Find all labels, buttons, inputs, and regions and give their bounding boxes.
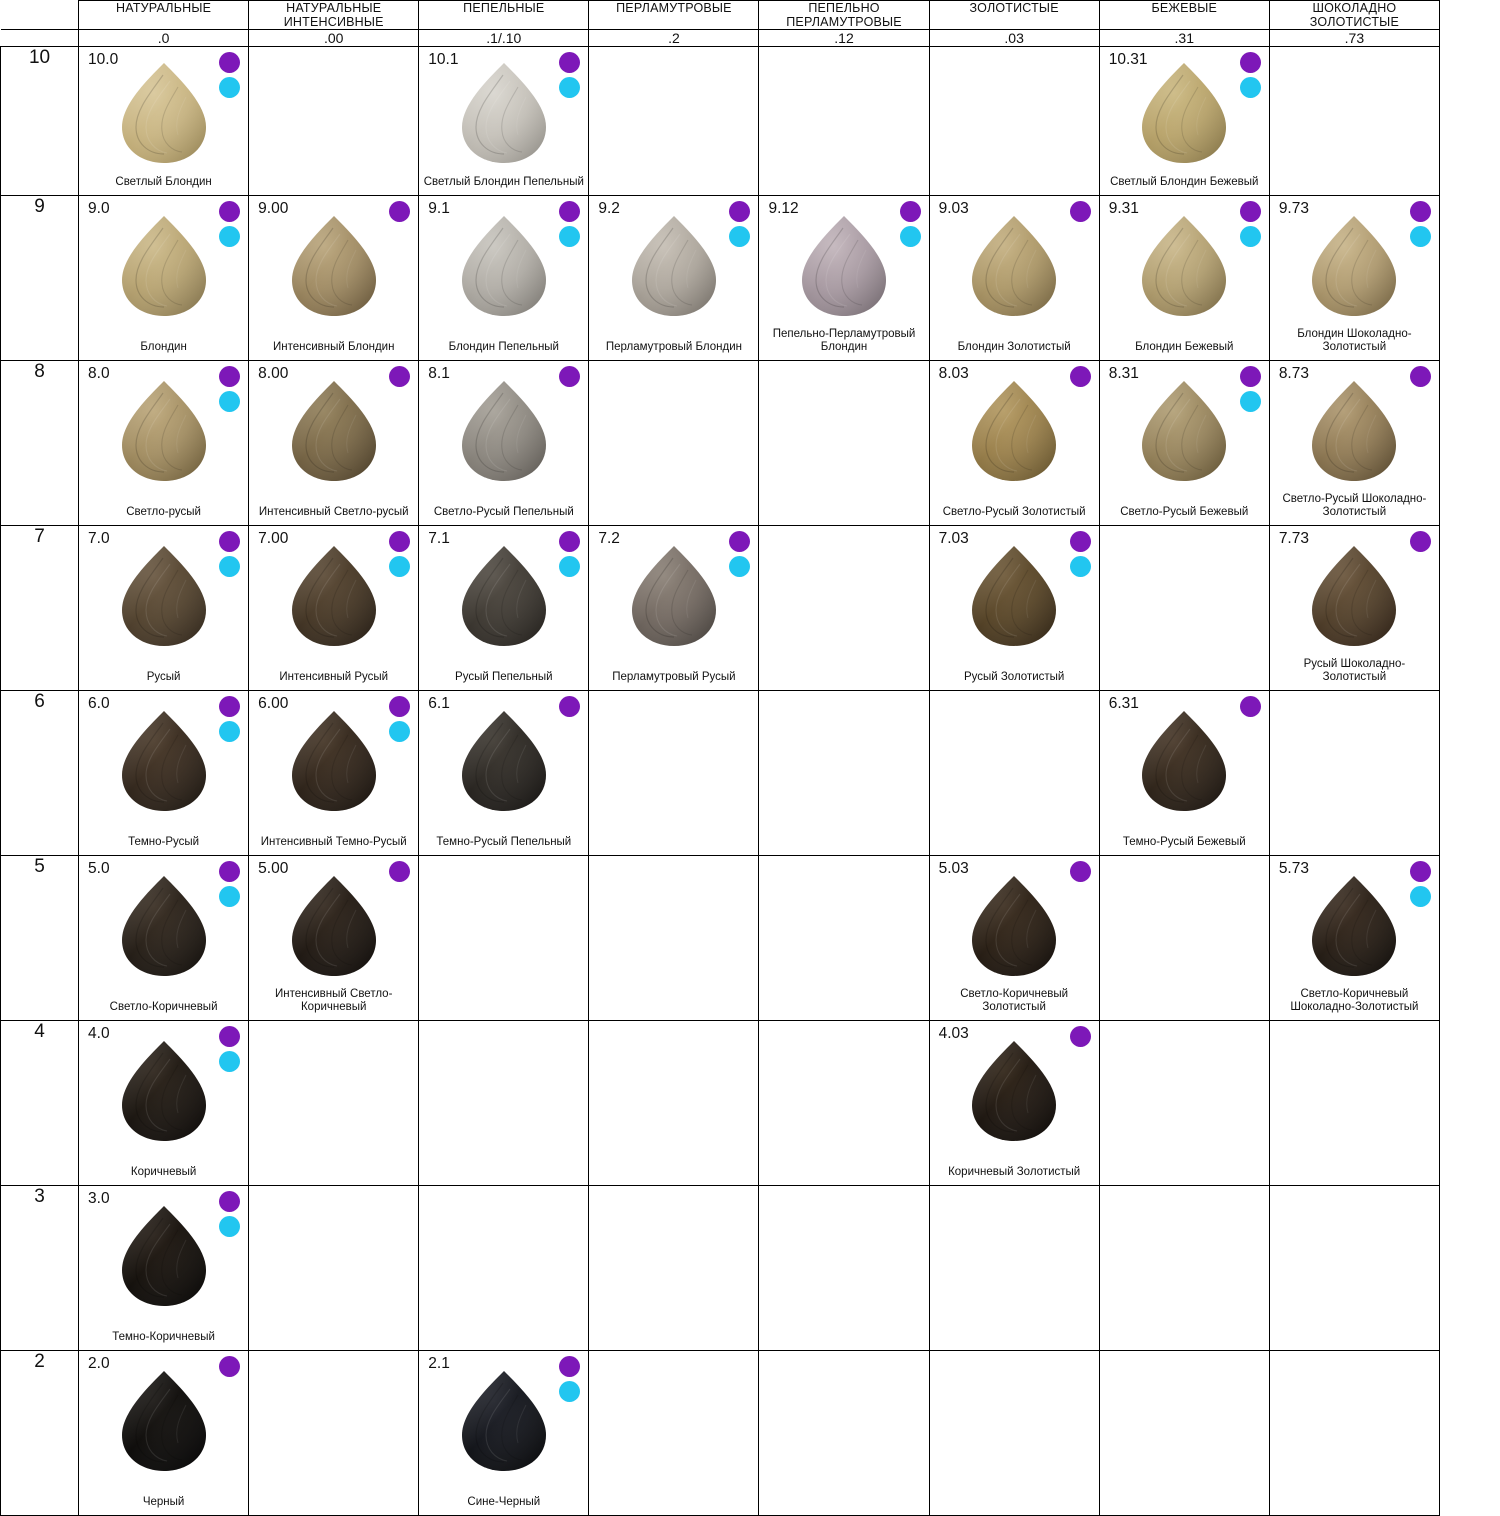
shade-name: Светло-Русый Пепельный bbox=[433, 506, 574, 518]
swatch-cell-empty bbox=[759, 856, 929, 1021]
swatch-cell[interactable] bbox=[1099, 196, 1269, 361]
family-name-2: ПЕПЕЛЬНЫЕ bbox=[419, 1, 589, 30]
family-code-5: .03 bbox=[929, 30, 1099, 47]
hair-swatch bbox=[79, 1204, 248, 1308]
swatch-cell[interactable] bbox=[249, 526, 419, 691]
swatch-cell[interactable] bbox=[1269, 856, 1439, 1021]
swatch-cell[interactable] bbox=[249, 196, 419, 361]
swatch-cell-empty bbox=[1269, 1186, 1439, 1351]
swatch-cell-empty bbox=[589, 1351, 759, 1516]
swatch-cell-empty bbox=[929, 1351, 1099, 1516]
shade-name: Блондин Бежевый bbox=[1135, 341, 1234, 353]
shade-name: Русый bbox=[146, 671, 181, 683]
shade-name: Перламутровый Русый bbox=[612, 671, 736, 683]
hair-swatch bbox=[79, 544, 248, 648]
shade-name: Блондин Шоколадно-Золотистый bbox=[1297, 328, 1412, 353]
swatch-cell[interactable] bbox=[79, 856, 249, 1021]
shade-name: Русый Золотистый bbox=[963, 671, 1065, 683]
hair-swatch bbox=[1100, 61, 1269, 165]
swatch-cell-empty bbox=[759, 1351, 929, 1516]
shade-name: Блондин Пепельный bbox=[448, 341, 559, 353]
swatch-cell-empty bbox=[1099, 856, 1269, 1021]
swatch-cell[interactable] bbox=[929, 361, 1099, 526]
hair-swatch bbox=[419, 544, 588, 648]
hair-swatch bbox=[249, 379, 418, 483]
hair-swatch bbox=[930, 214, 1099, 318]
shade-code: 4.03 bbox=[938, 1025, 969, 1042]
shade-name: Перламутровый Блондин bbox=[605, 341, 742, 353]
shade-code: 6.1 bbox=[428, 695, 450, 712]
swatch-cell-empty bbox=[759, 691, 929, 856]
hair-swatch bbox=[249, 709, 418, 813]
swatch-cell[interactable] bbox=[79, 1021, 249, 1186]
family-name-7: ШОКОЛАДНО ЗОЛОТИСТЫЕ bbox=[1269, 1, 1439, 30]
swatch-cell-empty bbox=[759, 47, 929, 196]
swatch-cell-empty bbox=[589, 1186, 759, 1351]
swatch-cell[interactable] bbox=[589, 526, 759, 691]
hair-swatch bbox=[1270, 544, 1439, 648]
swatch-cell[interactable] bbox=[1269, 526, 1439, 691]
shade-name: Светло-Коричневый Шоколадно-Золотистый bbox=[1290, 988, 1419, 1013]
corner-cell-top bbox=[1, 1, 79, 30]
swatch-cell[interactable] bbox=[1099, 47, 1269, 196]
swatch-cell-empty bbox=[589, 856, 759, 1021]
shade-name: Светло-Русый Шоколадно-Золотистый bbox=[1282, 493, 1427, 518]
hair-swatch bbox=[249, 874, 418, 978]
swatch-cell[interactable] bbox=[79, 526, 249, 691]
shade-code: 8.0 bbox=[88, 365, 110, 382]
hair-swatch bbox=[79, 1369, 248, 1473]
family-name-6: БЕЖЕВЫЕ bbox=[1099, 1, 1269, 30]
hair-swatch bbox=[1100, 379, 1269, 483]
swatch-cell[interactable] bbox=[419, 526, 589, 691]
swatch-cell[interactable] bbox=[419, 1351, 589, 1516]
swatch-cell[interactable] bbox=[249, 856, 419, 1021]
swatch-cell-empty bbox=[929, 691, 1099, 856]
swatch-cell-empty bbox=[589, 47, 759, 196]
shade-name: Блондин Золотистый bbox=[957, 341, 1071, 353]
hair-swatch bbox=[1100, 214, 1269, 318]
shade-code: 3.0 bbox=[88, 1190, 110, 1207]
hair-swatch bbox=[79, 709, 248, 813]
shade-code: 9.12 bbox=[768, 200, 799, 217]
level-row bbox=[1, 691, 1440, 856]
shade-name: Коричневый bbox=[130, 1166, 197, 1178]
shade-name: Русый Пепельный bbox=[455, 671, 553, 683]
swatch-cell-empty bbox=[419, 856, 589, 1021]
shade-code: 8.03 bbox=[938, 365, 969, 382]
level-row bbox=[1, 856, 1440, 1021]
level-label: 5 bbox=[1, 856, 79, 1021]
swatch-cell[interactable] bbox=[79, 1186, 249, 1351]
level-label: 2 bbox=[1, 1351, 79, 1516]
swatch-cell[interactable] bbox=[419, 47, 589, 196]
level-label: 3 bbox=[1, 1186, 79, 1351]
swatch-cell[interactable] bbox=[79, 691, 249, 856]
swatch-cell[interactable] bbox=[419, 361, 589, 526]
level-label: 4 bbox=[1, 1021, 79, 1186]
hair-swatch bbox=[249, 544, 418, 648]
shade-code: 7.03 bbox=[938, 530, 969, 547]
swatch-cell-empty bbox=[249, 1186, 419, 1351]
level-row bbox=[1, 196, 1440, 361]
shade-code: 5.73 bbox=[1278, 860, 1309, 877]
shade-code: 10.31 bbox=[1108, 51, 1148, 68]
shade-name: Светлый Блондин bbox=[115, 176, 212, 188]
swatch-cell[interactable] bbox=[79, 196, 249, 361]
swatch-cell[interactable] bbox=[419, 196, 589, 361]
swatch-cell-empty bbox=[1269, 47, 1439, 196]
shade-name: Русый Шоколадно-Золотистый bbox=[1303, 658, 1406, 683]
family-name-4: ПЕПЕЛЬНО ПЕРЛАМУТРОВЫЕ bbox=[759, 1, 929, 30]
level-row bbox=[1, 47, 1440, 196]
shade-name: Темно-Русый Бежевый bbox=[1122, 836, 1246, 848]
shade-code: 7.1 bbox=[428, 530, 450, 547]
swatch-cell-empty bbox=[1269, 1351, 1439, 1516]
swatch-cell[interactable] bbox=[249, 361, 419, 526]
shade-name: Светло-Русый Золотистый bbox=[942, 506, 1086, 518]
level-label: 7 bbox=[1, 526, 79, 691]
swatch-cell[interactable] bbox=[1269, 361, 1439, 526]
level-row bbox=[1, 1186, 1440, 1351]
shade-code: 6.31 bbox=[1108, 695, 1139, 712]
shade-code: 5.0 bbox=[88, 860, 110, 877]
hair-swatch bbox=[1100, 709, 1269, 813]
swatch-cell[interactable] bbox=[249, 691, 419, 856]
shade-code: 8.00 bbox=[258, 365, 289, 382]
shade-code: 8.31 bbox=[1108, 365, 1139, 382]
table-body bbox=[1, 47, 1440, 1516]
shade-code: 10.1 bbox=[428, 51, 459, 68]
swatch-cell-empty bbox=[1269, 1021, 1439, 1186]
swatch-cell-empty bbox=[929, 1186, 1099, 1351]
hair-swatch bbox=[79, 1039, 248, 1143]
swatch-cell-empty bbox=[759, 1021, 929, 1186]
level-row bbox=[1, 361, 1440, 526]
hair-swatch bbox=[419, 61, 588, 165]
hair-swatch bbox=[1270, 214, 1439, 318]
hair-swatch bbox=[419, 379, 588, 483]
swatch-cell[interactable] bbox=[79, 361, 249, 526]
shade-name: Черный bbox=[142, 1496, 185, 1508]
swatch-cell-empty bbox=[249, 47, 419, 196]
swatch-cell-empty bbox=[1099, 1186, 1269, 1351]
shade-code: 6.00 bbox=[258, 695, 289, 712]
hair-swatch bbox=[419, 1369, 588, 1473]
shade-code: 9.1 bbox=[428, 200, 450, 217]
shade-code: 6.0 bbox=[88, 695, 110, 712]
swatch-cell-empty bbox=[759, 1186, 929, 1351]
family-name-row bbox=[1, 1, 1440, 30]
shade-code: 8.1 bbox=[428, 365, 450, 382]
swatch-cell[interactable] bbox=[929, 196, 1099, 361]
swatch-cell[interactable] bbox=[929, 526, 1099, 691]
hair-swatch bbox=[930, 874, 1099, 978]
shade-name: Интенсивный Русый bbox=[279, 671, 389, 683]
shade-name: Интенсивный Блондин bbox=[272, 341, 395, 353]
shade-code: 8.73 bbox=[1278, 365, 1309, 382]
swatch-cell-empty bbox=[249, 1021, 419, 1186]
shade-name: Светлый Блондин Бежевый bbox=[1110, 176, 1259, 188]
hair-swatch bbox=[930, 544, 1099, 648]
family-name-5: ЗОЛОТИСТЫЕ bbox=[929, 1, 1099, 30]
hair-swatch bbox=[79, 379, 248, 483]
shade-name: Пепельно-Перламутровый Блондин bbox=[772, 328, 916, 353]
shade-name: Светло-Коричневый Золотистый bbox=[960, 988, 1069, 1013]
hair-swatch bbox=[589, 544, 758, 648]
hair-swatch bbox=[249, 214, 418, 318]
level-label: 9 bbox=[1, 196, 79, 361]
swatch-cell-empty bbox=[249, 1351, 419, 1516]
hair-swatch bbox=[419, 709, 588, 813]
shade-name: Интенсивный Светло-русый bbox=[258, 506, 409, 518]
swatch-cell-empty bbox=[1099, 1021, 1269, 1186]
hair-swatch bbox=[419, 214, 588, 318]
swatch-cell[interactable] bbox=[929, 1021, 1099, 1186]
swatch-cell[interactable] bbox=[419, 691, 589, 856]
shade-code: 2.1 bbox=[428, 1355, 450, 1372]
hair-swatch bbox=[930, 1039, 1099, 1143]
swatch-cell-empty bbox=[1099, 526, 1269, 691]
swatch-cell[interactable] bbox=[1099, 361, 1269, 526]
swatch-cell[interactable] bbox=[589, 196, 759, 361]
shade-code: 5.03 bbox=[938, 860, 969, 877]
shade-code: 9.31 bbox=[1108, 200, 1139, 217]
swatch-cell-empty bbox=[759, 361, 929, 526]
family-code-0: .0 bbox=[79, 30, 249, 47]
shade-name: Интенсивный Темно-Русый bbox=[260, 836, 407, 848]
shade-code: 7.00 bbox=[258, 530, 289, 547]
shade-name: Сине-Черный bbox=[467, 1496, 541, 1508]
level-label: 10 bbox=[1, 47, 79, 196]
swatch-cell[interactable] bbox=[1269, 196, 1439, 361]
shade-code: 7.2 bbox=[598, 530, 620, 547]
swatch-cell-empty bbox=[759, 526, 929, 691]
shade-code: 9.00 bbox=[258, 200, 289, 217]
shade-code: 7.73 bbox=[1278, 530, 1309, 547]
shade-name: Коричневый Золотистый bbox=[948, 1166, 1081, 1178]
hair-swatch bbox=[79, 61, 248, 165]
shade-code: 9.0 bbox=[88, 200, 110, 217]
shade-name: Светло-Коричневый bbox=[109, 1001, 218, 1013]
shade-code: 4.0 bbox=[88, 1025, 110, 1042]
family-name-1: НАТУРАЛЬНЫЕ ИНТЕНСИВНЫЕ bbox=[249, 1, 419, 30]
family-code-7: .73 bbox=[1269, 30, 1439, 47]
swatch-cell[interactable] bbox=[929, 856, 1099, 1021]
swatch-cell-empty bbox=[419, 1186, 589, 1351]
shade-name: Светло-русый bbox=[126, 506, 201, 518]
family-code-2: .1/.10 bbox=[419, 30, 589, 47]
level-row bbox=[1, 1021, 1440, 1186]
swatch-cell-empty bbox=[1269, 691, 1439, 856]
swatch-cell-empty bbox=[419, 1021, 589, 1186]
level-row bbox=[1, 1351, 1440, 1516]
shade-code: 5.00 bbox=[258, 860, 289, 877]
family-code-1: .00 bbox=[249, 30, 419, 47]
swatch-cell-empty bbox=[929, 47, 1099, 196]
shade-name: Светлый Блондин Пепельный bbox=[423, 176, 584, 188]
swatch-cell-empty bbox=[589, 361, 759, 526]
shade-name: Темно-Коричневый bbox=[112, 1331, 215, 1343]
shade-code: 2.0 bbox=[88, 1355, 110, 1372]
hair-swatch bbox=[759, 214, 928, 318]
swatch-cell[interactable] bbox=[759, 196, 929, 361]
shade-name: Темно-Русый Пепельный bbox=[436, 836, 572, 848]
family-code-row bbox=[1, 30, 1440, 47]
swatch-cell-empty bbox=[589, 1021, 759, 1186]
shade-name: Светло-Русый Бежевый bbox=[1120, 506, 1249, 518]
family-name-0: НАТУРАЛЬНЫЕ bbox=[79, 1, 249, 30]
shade-code: 9.2 bbox=[598, 200, 620, 217]
shade-name: Интенсивный Светло-Коричневый bbox=[275, 988, 393, 1013]
shade-code: 10.0 bbox=[88, 51, 119, 68]
level-row bbox=[1, 526, 1440, 691]
swatch-cell[interactable] bbox=[79, 1351, 249, 1516]
swatch-cell[interactable] bbox=[79, 47, 249, 196]
shade-code: 9.73 bbox=[1278, 200, 1309, 217]
family-code-4: .12 bbox=[759, 30, 929, 47]
shade-code: 9.03 bbox=[938, 200, 969, 217]
level-label: 6 bbox=[1, 691, 79, 856]
shade-name: Блондин bbox=[140, 341, 187, 353]
hair-swatch bbox=[589, 214, 758, 318]
hair-swatch bbox=[930, 379, 1099, 483]
hair-swatch bbox=[79, 874, 248, 978]
hair-swatch bbox=[1270, 379, 1439, 483]
shade-name: Темно-Русый bbox=[128, 836, 200, 848]
table-head bbox=[1, 1, 1440, 47]
hair-swatch bbox=[1270, 874, 1439, 978]
shade-code: 7.0 bbox=[88, 530, 110, 547]
swatch-cell[interactable] bbox=[1099, 691, 1269, 856]
corner-cell-codes bbox=[1, 30, 79, 47]
family-name-3: ПЕРЛАМУТРОВЫЕ bbox=[589, 1, 759, 30]
family-code-3: .2 bbox=[589, 30, 759, 47]
swatch-cell-empty bbox=[1099, 1351, 1269, 1516]
family-code-6: .31 bbox=[1099, 30, 1269, 47]
level-label: 8 bbox=[1, 361, 79, 526]
hair-swatch bbox=[79, 214, 248, 318]
swatch-cell-empty bbox=[589, 691, 759, 856]
